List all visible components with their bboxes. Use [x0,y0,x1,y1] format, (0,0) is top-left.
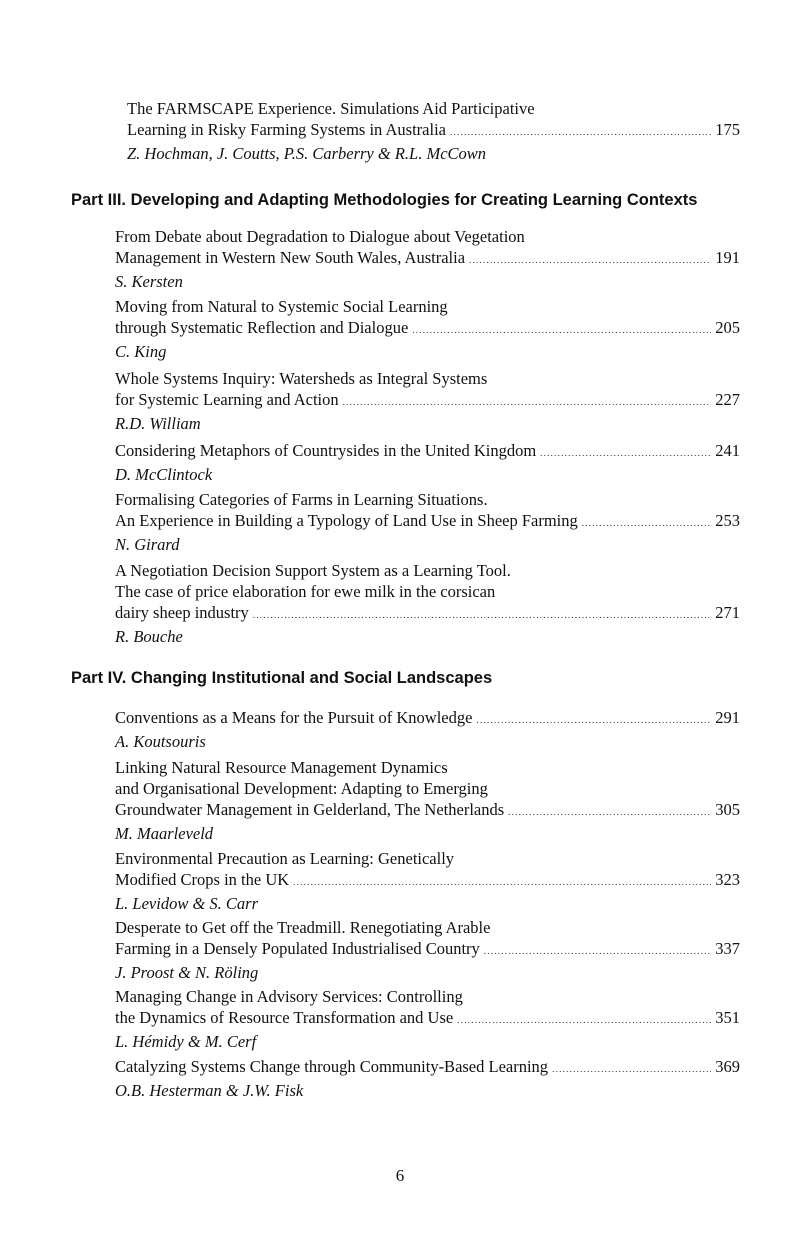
toc-entry-farmscape [127,98,740,164]
entry-title-last-line [115,1056,740,1080]
dot-leader [552,1056,711,1080]
entry-title-text: Management in Western New South Wales, Australia [115,248,466,267]
part-iii-heading: Part III. Developing and Adapting Methodologies for Creating Learning Contexts [71,191,698,209]
entry-title-text: Groundwater Management in Gelderland, The Netherlands [115,800,505,819]
entry-title-last-line [115,869,740,893]
toc-entry-girard [115,489,740,555]
entry-authors: S. Kersten [115,272,183,291]
entry-title-last-line [115,1007,740,1031]
page-number: 6 [395,1166,405,1185]
entry-title-line: Whole Systems Inquiry: Watersheds as Integral Systems [115,369,488,388]
entry-title-line: The FARMSCAPE Experience. Simulations Aid Participative [127,99,535,118]
entry-title-last-line [115,440,740,464]
dot-leader [484,938,711,962]
toc-entry-proost [115,917,740,983]
dot-leader [293,869,711,893]
entry-page-number: 337 [715,939,740,958]
entry-title-line: Managing Change in Advisory Services: Controlling [115,987,463,1006]
entry-page-number: 241 [715,441,740,460]
toc-entry-kersten [115,226,740,292]
entry-title-line: and Organisational Development: Adapting to Emerging [115,779,488,798]
entry-title-text: An Experience in Building a Typology of Land Use in Sheep Farming [115,511,578,530]
entry-authors: R.D. William [115,414,201,433]
toc-entry-mcclintock [115,440,740,485]
entry-page-number: 305 [715,800,740,819]
dot-leader [343,389,712,413]
entry-title-last-line [115,799,740,823]
entry-page-number: 323 [715,870,740,889]
entry-title-text: Modified Crops in the UK [115,870,290,889]
entry-title-text: Learning in Risky Farming Systems in Australia [127,120,446,139]
entry-title-last-line [115,247,740,271]
entry-title-last-line [115,707,740,731]
dot-leader [476,707,711,731]
entry-title-text: the Dynamics of Resource Transformation and Use [115,1008,454,1027]
entry-authors: Z. Hochman, J. Coutts, P.S. Carberry & R.L. McCown [127,144,487,163]
entry-title-line: Desperate to Get off the Treadmill. Renegotiating Arable [115,918,491,937]
entry-title-text: Considering Metaphors of Countrysides in the United Kingdom [115,441,537,460]
entry-title-last-line [115,510,740,534]
entry-authors: A. Koutsouris [115,732,206,751]
dot-leader [469,247,711,271]
entry-page-number: 191 [715,248,740,267]
entry-page-number: 205 [715,318,740,337]
part-iv-heading: Part IV. Changing Institutional and Social Landscapes [71,669,493,687]
entry-authors: C. King [115,342,167,361]
entry-title-last-line [115,389,740,413]
entry-title-text: Catalyzing Systems Change through Community-Based Learning [115,1057,549,1076]
toc-entry-william [115,368,740,434]
entry-title-text: Conventions as a Means for the Pursuit of Knowledge [115,708,473,727]
toc-entry-hesterman [115,1056,740,1101]
entry-authors: L. Levidow & S. Carr [115,894,259,913]
entry-title-last-line [115,938,740,962]
entry-title-line: Linking Natural Resource Management Dynamics [115,758,448,777]
dot-leader [457,1007,711,1031]
entry-page-number: 175 [715,120,740,139]
toc-entry-hemidy [115,986,740,1052]
toc-entry-king [115,296,740,362]
entry-title-line: From Debate about Degradation to Dialogue about Vegetation [115,227,525,246]
entry-title-line: Moving from Natural to Systemic Social Learning [115,297,448,316]
entry-title-line: Environmental Precaution as Learning: Genetically [115,849,455,868]
entry-page-number: 271 [715,603,740,622]
entry-page-number: 227 [715,390,740,409]
entry-title-text: Farming in a Densely Populated Industrialised Country [115,939,480,958]
entry-authors: L. Hémidy & M. Cerf [115,1032,257,1051]
dot-leader [540,440,711,464]
entry-authors: O.B. Hesterman & J.W. Fisk [115,1081,304,1100]
entry-title-text: dairy sheep industry [115,603,249,622]
entry-authors: N. Girard [115,535,180,554]
entry-authors: J. Proost & N. Röling [115,963,259,982]
entry-page-number: 291 [715,708,740,727]
entry-title-line: A Negotiation Decision Support System as a Learning Tool. [115,561,511,580]
entry-authors: M. Maarleveld [115,824,214,843]
dot-leader [412,317,711,341]
dot-leader [508,799,711,823]
toc-entry-bouche [115,560,740,647]
toc-entry-levidow [115,848,740,914]
dot-leader [450,119,711,143]
entry-page-number: 369 [715,1057,740,1076]
toc-entry-maarleveld [115,757,740,844]
entry-title-last-line [115,317,740,341]
dot-leader [582,510,712,534]
entry-title-last-line [115,602,740,626]
entry-authors: D. McClintock [115,465,213,484]
entry-title-text: through Systematic Reflection and Dialogue [115,318,409,337]
entry-authors: R. Bouche [115,627,183,646]
entry-title-line: The case of price elaboration for ewe milk in the corsican [115,582,496,601]
toc-entry-koutsouris [115,707,740,752]
entry-page-number: 253 [715,511,740,530]
entry-title-text: for Systemic Learning and Action [115,390,339,409]
dot-leader [253,602,711,626]
entry-page-number: 351 [715,1008,740,1027]
entry-title-line: Formalising Categories of Farms in Learning Situations. [115,490,488,509]
entry-title-last-line [127,119,740,143]
